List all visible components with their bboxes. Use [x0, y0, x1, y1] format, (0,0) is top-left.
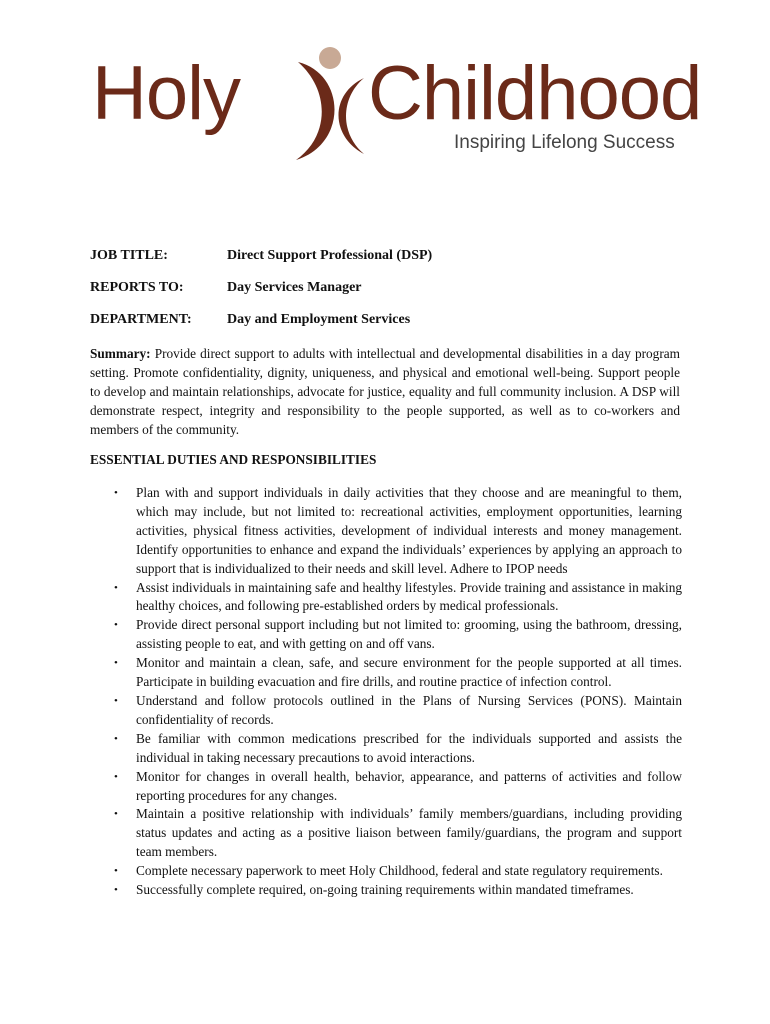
- bullet-icon: •: [114, 884, 118, 897]
- bullet-icon: •: [114, 619, 118, 632]
- list-item: [90, 692, 682, 730]
- bullet-icon: •: [114, 865, 118, 878]
- duty-text: Provide direct personal support including but not limited to: grooming, using the bathroom, dressing, assisting people to eat, and with getting on and off vans.: [136, 617, 682, 652]
- field-label: REPORTS TO:: [90, 280, 184, 295]
- field-value: Day Services Manager: [227, 280, 362, 295]
- bullet-icon: •: [114, 487, 118, 499]
- section-heading: ESSENTIAL DUTIES AND RESPONSIBILITIES: [90, 452, 377, 467]
- company-logo: [92, 44, 702, 164]
- logo-tagline: Inspiring Lifelong Success: [454, 132, 675, 153]
- summary-text: Provide direct support to adults with intellectual and developmental disabilities in a day program setting. Promote confidentiality, dignity, uniqueness, and physical and emotional well-being. Support people to develop and maintain relationships, advocate for justice, equality and full community inclusion. A DSP will demonstrate respect, integrity and responsibility to the people supported, as well as to co-workers and members of the community.: [90, 346, 680, 437]
- logo-word-left: Holy: [92, 51, 241, 136]
- bullet-icon: •: [114, 581, 118, 594]
- bullet-icon: •: [114, 808, 118, 821]
- duty-text: Understand and follow protocols outlined in the Plans of Nursing Services (PONS). Maintain confidentiality of records.: [136, 692, 682, 727]
- bullet-icon: •: [114, 694, 118, 707]
- logo-word-right: Childhood: [368, 51, 702, 136]
- field-reports-to: [90, 280, 432, 312]
- duty-text: Monitor and maintain a clean, safe, and secure environment for the people supported at all times. Participate in building evacuation and fire drills, and routine practice of infection control.: [136, 655, 682, 690]
- duty-text: Successfully complete required, on-going training requirements within mandated timeframes.: [136, 882, 634, 898]
- duty-text: Monitor for changes in overall health, behavior, appearance, and patterns of activities and follow reporting procedures for any changes.: [136, 768, 682, 803]
- field-label: JOB TITLE:: [90, 248, 168, 263]
- job-fields: [90, 248, 432, 344]
- list-item: [90, 805, 682, 862]
- list-item: [90, 862, 682, 881]
- field-value: Direct Support Professional (DSP): [227, 248, 433, 263]
- list-item: [90, 579, 682, 617]
- bullet-icon: •: [114, 770, 118, 783]
- figure-logo-icon: [268, 44, 378, 164]
- list-item: [90, 654, 682, 692]
- duty-text: Be familiar with common medications prescribed for the individuals supported and assists the individual in taking necessary precautions to avoid interactions.: [136, 730, 682, 765]
- summary-paragraph: [90, 344, 680, 439]
- list-item: [90, 616, 682, 654]
- list-item: [90, 730, 682, 768]
- list-item: [90, 881, 682, 900]
- field-job-title: [90, 248, 432, 280]
- duty-text: Maintain a positive relationship with individuals’ family members/guardians, including providing status updates and acting as a positive liaison between family/guardians, the program and support team members.: [136, 806, 682, 860]
- bullet-icon: •: [114, 657, 118, 670]
- summary-label: Summary:: [90, 346, 151, 361]
- field-value: Day and Employment Services: [227, 312, 411, 327]
- bullet-icon: •: [114, 732, 118, 745]
- duty-text: Plan with and support individuals in daily activities that they choose and are meaningful to them, which may include, but not limited to: recreational activities, employment opportunities, learning activities, physical fitness activities, development of individual interests and money management. Identify opportunities to enhance and expand the individuals’ experiences by applying an approach to support that is individualized to their needs and skill level. Adhere to IPOP needs: [136, 485, 682, 576]
- field-label: DEPARTMENT:: [90, 312, 192, 327]
- duty-text: Complete necessary paperwork to meet Holy Childhood, federal and state regulatory requirements.: [136, 863, 663, 879]
- list-item: [90, 484, 682, 579]
- list-item: [90, 768, 682, 806]
- duty-text: Assist individuals in maintaining safe and healthy lifestyles. Provide training and assistance in making healthy choices, and following pre-established orders by medical professionals.: [136, 579, 682, 614]
- duties-list: [90, 484, 682, 900]
- field-department: [90, 312, 432, 344]
